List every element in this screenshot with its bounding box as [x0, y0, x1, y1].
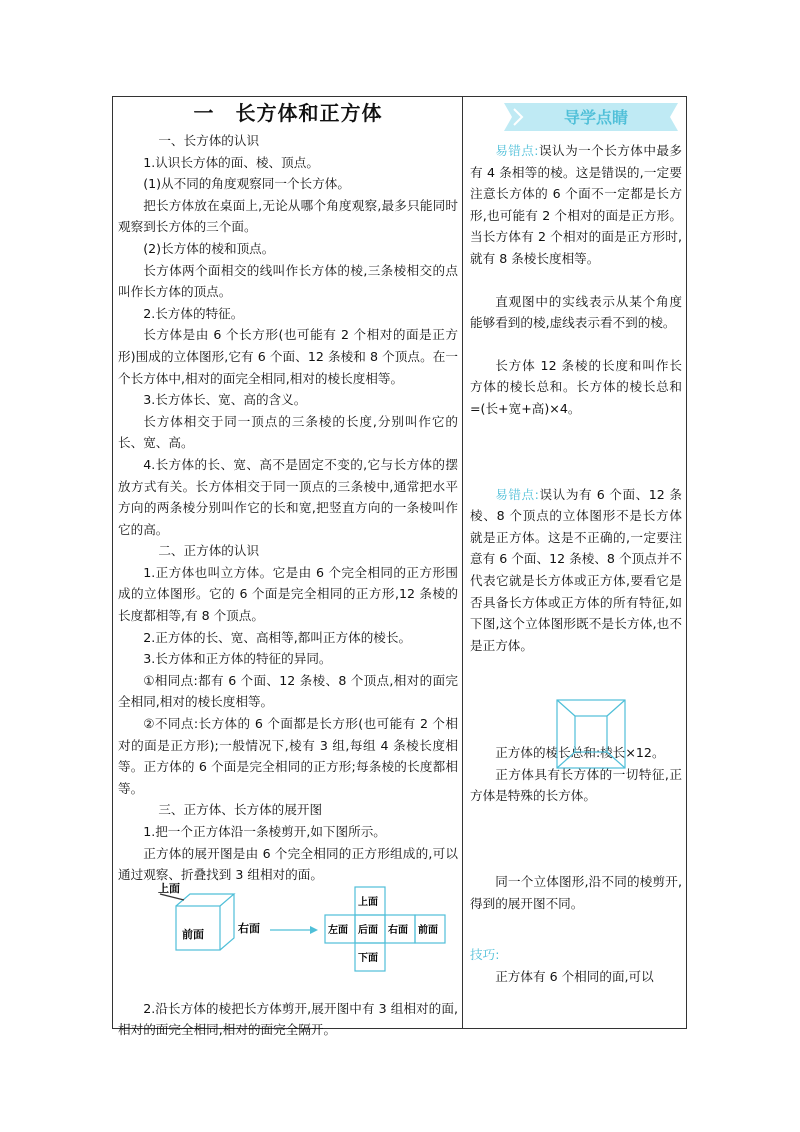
section-heading: 一、长方体的认识: [158, 133, 260, 148]
banner-title: 导学点睛: [563, 108, 629, 127]
paragraph: (1)从不同的角度观察同一个长方体。: [143, 176, 350, 192]
page-title: 一 长方体和正方体: [193, 101, 383, 125]
paragraph: 1.认识长方体的面、棱、顶点。: [143, 154, 319, 170]
tip-paragraph: [470, 140, 682, 270]
tip-tag: 技巧:: [470, 947, 500, 963]
paragraph: ①相同点:都有 6 个面、12 条棱、8 个顶点,相对的面完全相同,相对的棱长度相等。: [118, 672, 458, 710]
section-heading: 三、正方体、长方体的展开图: [158, 802, 323, 818]
note-paragraph: 正方体的棱长总和:棱长×12。: [495, 745, 665, 761]
paragraph: 长方体相交于同一顶点的三条棱的长度,分别叫作它的长、宽、高。: [118, 413, 458, 451]
net-label-top: 上面: [358, 897, 378, 908]
tip-tag: 易错点:: [495, 486, 539, 502]
section-heading: 二、正方体的认识: [158, 543, 260, 559]
cube-right-label: 右面: [238, 922, 260, 935]
paragraph: 2.沿长方体的棱把长方体剪开,展开图中有 3 组相对的面,相对的面完全相同,相对的面完全隔开。: [118, 1000, 458, 1038]
paragraph: (2)长方体的棱和顶点。: [143, 240, 275, 256]
cube-illustration: [160, 894, 234, 950]
sidebar-column: [470, 98, 682, 987]
paragraph: 1.把一个正方体沿一条棱剪开,如下图所示。: [143, 824, 386, 839]
note-paragraph: 同一个立体图形,沿不同的棱剪开,得到的展开图不同。: [470, 874, 682, 911]
paragraph: 3.长方体和正方体的特征的异同。: [143, 651, 332, 667]
note-paragraph: 直观图中的实线表示从某个角度能够看到的棱,虚线表示看不到的棱。: [470, 293, 682, 331]
paragraph: 1.正方体也叫立方体。它是由 6 个完全相同的正方形围成的立体图形。它的 6 个面是完全相同的正方形,12 条棱的长度都相等,有 8 个顶点。: [118, 564, 458, 624]
tip-text: 误认为一个长方体中最多有 4 条相等的棱。这是错误的,一定要注意长方体的 6 个面不一定都是长方形,也可能有 2 个相对的面是正方形。当长方体有 2 个相对的面是正方形时,就有 8 条棱长度相等。: [470, 143, 683, 266]
paragraph: 4.长方体的长、宽、高不是固定不变的,它与长方体的摆放方式有关。长方体相交于同一顶点的三条棱中,通常把水平方向的两条棱分别叫作它的长和宽,把竖直方向的一条棱叫作它的高。: [118, 456, 458, 537]
cube-top-label: 上面: [158, 882, 180, 895]
net-label-right: 右面: [388, 925, 408, 936]
paragraph: 正方体的展开图是由 6 个完全相同的正方形组成的,可以通过观察、折叠找到 3 组相对的面。: [118, 845, 458, 883]
tip-paragraph: [470, 484, 682, 657]
net-label-bottom: 下面: [358, 953, 378, 964]
arrow-head-icon: [310, 926, 318, 934]
net-label-front: 前面: [418, 925, 438, 936]
paragraph: 2.正方体的长、宽、高相等,都叫正方体的棱长。: [143, 629, 412, 645]
frustum-figure: [555, 698, 627, 770]
paragraph: 长方体两个面相交的线叫作长方体的棱,三条棱相交的点叫作长方体的顶点。: [118, 262, 458, 300]
net-label-left: 左面: [328, 925, 348, 936]
paragraph: 把长方体放在桌面上,无论从哪个角度观察,最多只能同时观察到长方体的三个面。: [118, 197, 458, 235]
note-paragraph: 长方体 12 条棱的长度和叫作长方体的棱长总和。长方体的棱长总和=(长+宽+高)×4。: [470, 357, 682, 416]
paragraph: 3.长方体长、宽、高的含义。: [143, 392, 307, 408]
cube-net-diagram: [150, 880, 450, 980]
paragraph: 长方体是由 6 个长方形(也可能有 2 个相对的面是正方形)围成的立体图形,它有 6 个面、12 条棱和 8 个顶点。在一个长方体中,相对的面完全相同,相对的棱长度相等。: [118, 327, 458, 386]
cube-front-label: 前面: [182, 928, 204, 941]
note-paragraph: 正方体具有长方体的一切特征,正方体是特殊的长方体。: [470, 766, 682, 804]
tip-tag-line: [470, 944, 682, 966]
tip-text: 误认为有 6 个面、12 条棱、8 个顶点的立体图形不是长方体就是正方体。这是不正确的,一定要注意有 6 个面、12 条棱、8 个顶点并不代表它就是长方体或正方体,要看它是否具备长方体或正方体的所有特征,如下图,这个立体图形既不是长方体,也不是正方体。: [470, 486, 682, 653]
tip-text: 正方体有 6 个相同的面,可以: [495, 968, 654, 984]
paragraph: 2.长方体的特征。: [143, 305, 244, 321]
tip-tag: 易错点:: [495, 143, 539, 158]
net-label-back: 后面: [358, 925, 378, 936]
paragraph: ②不同点:长方体的 6 个面都是长方形(也可能有 2 个相对的面是正方形);一般情况下,棱有 3 组,每组 4 条棱长度相等。正方体的 6 个面是完全相同的正方形;每条棱的长度都相等。: [118, 716, 458, 796]
column-divider: [462, 96, 463, 1029]
